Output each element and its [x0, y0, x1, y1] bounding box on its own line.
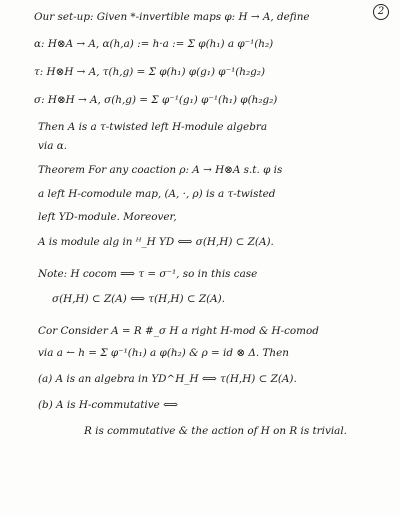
corollary-part-a: (a) A is an algebra in YD^H_H ⟺ τ(H,H) ⊂ Z(A). — [38, 373, 297, 385]
corollary-part-b: (b) A is H-commutative ⟺ — [38, 399, 178, 411]
setup-line: Our set-up: Given *-invertible maps φ: H → A, define — [34, 11, 310, 23]
tau-definition: τ: H⊗H → A, τ(h,g) = Σ φ(h₁) φ(g₁) φ⁻¹(h₂g₂) — [34, 66, 266, 78]
theorem-line-4: A is module alg in ᴴ_H YD ⟺ σ(H,H) ⊂ Z(A). — [38, 236, 274, 248]
corollary-line-2: via a ↼ h = Σ φ⁻¹(h₁) a φ(h₂) & ρ = id ⊗ Δ. Then — [38, 347, 289, 359]
theorem-line-1: Theorem For any coaction ρ: A → H⊗A s.t. φ is — [38, 164, 283, 176]
theorem-line-2: a left H-comodule map, (A, ·, ρ) is a τ-twisted — [38, 188, 276, 200]
page-number: 2 — [373, 4, 389, 20]
corollary-part-b-condition: R is commutative & the action of H on R is trivial. — [84, 425, 347, 437]
sigma-definition: σ: H⊗H → A, σ(h,g) = Σ φ⁻¹(g₁) φ⁻¹(h₁) φ(h₂g₂) — [34, 94, 278, 106]
alpha-definition: α: H⊗A → A, α(h,a) := h·a := Σ φ(h₁) a φ⁻¹(h₂) — [34, 38, 274, 50]
note-line-1: Note: H cocom ⟹ τ = σ⁻¹, so in this case — [38, 268, 258, 280]
corollary-line-1: Cor Consider A = R #_σ H a right H-mod & H-comod — [38, 325, 319, 337]
theorem-line-3: left YD-module. Moreover, — [38, 211, 177, 223]
twisted-module-statement: Then A is a τ-twisted left H-module algebra — [38, 121, 268, 133]
via-alpha: via α. — [38, 140, 68, 152]
note-line-2: σ(H,H) ⊂ Z(A) ⟺ τ(H,H) ⊂ Z(A). — [52, 293, 225, 305]
